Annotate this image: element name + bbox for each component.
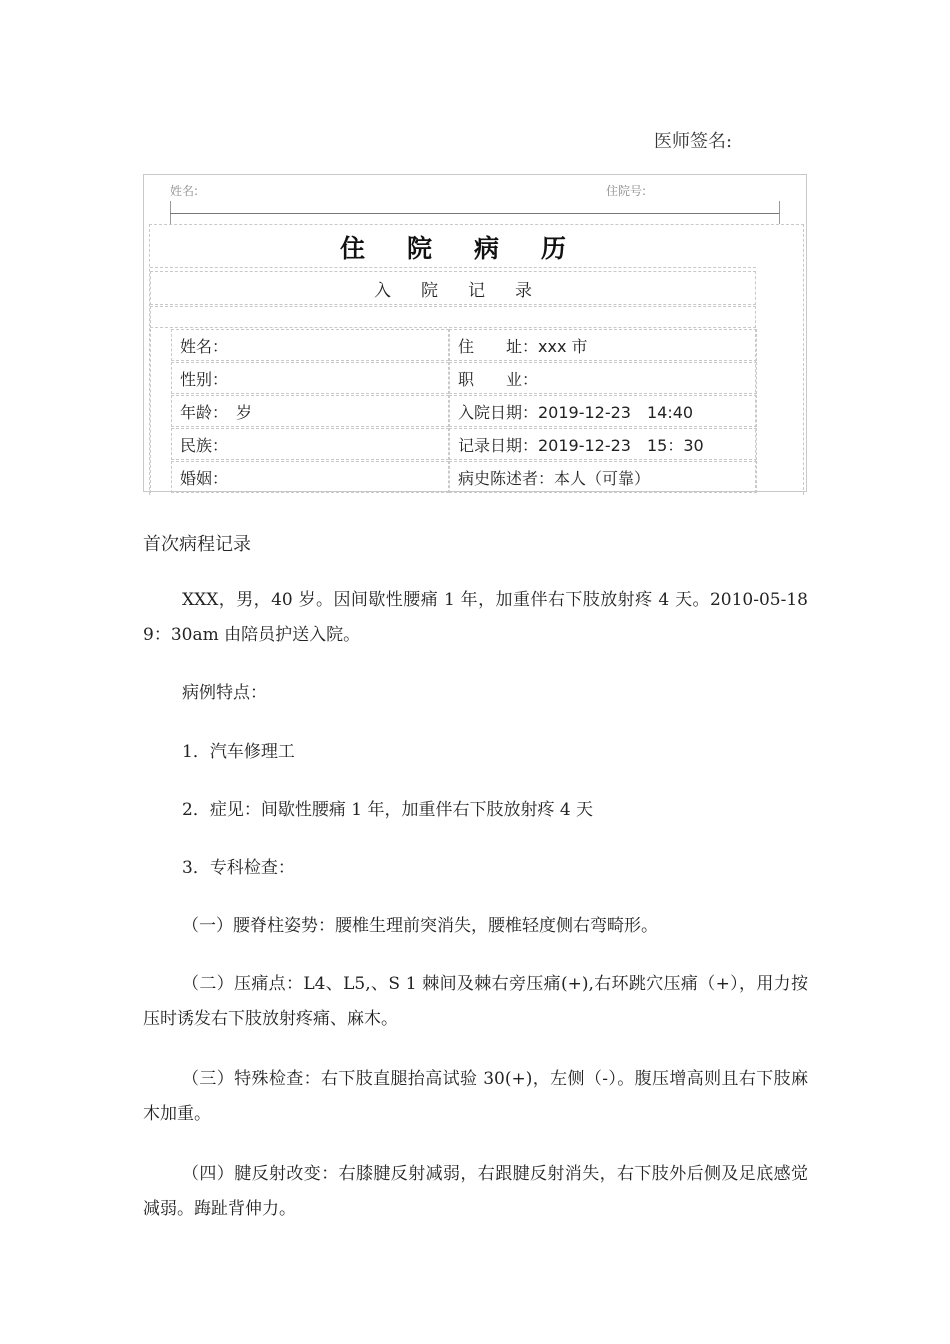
paragraph-exam-4: （四）腱反射改变：右膝腱反射减弱，右跟腱反射消失，右下肢外后侧及足底感觉减弱。踇趾背伸力。 [143,1164,808,1219]
field-age: 年龄： 岁 [171,395,449,427]
paragraph-case-features-heading: 病例特点： [182,683,267,703]
header-rule [170,213,780,214]
header-admission-number-label: 住院号: [606,184,647,198]
field-admission-date: 入院日期：2019-12-23 14:40 [449,395,757,427]
paragraph-exam-1: （一）腰脊柱姿势：腰椎生理前突消失，腰椎轻度侧右弯畸形。 [182,916,658,936]
form-spacer-row [150,306,756,328]
section-title: 首次病程记录 [143,534,251,555]
header-rule-right-tick [779,201,780,224]
admission-record-form [143,174,807,492]
patient-info-grid [150,329,756,493]
paragraph-item-3: 3．专科检查： [182,858,295,878]
field-history-informant: 病史陈述者：本人（可靠） [449,461,757,493]
field-name: 姓名： [171,329,449,361]
form-subtitle: 入院记录 [150,271,756,305]
paragraph-exam-3: （三）特殊检查：右下肢直腿抬高试验 30(+)，左侧（-）。腹压增高则且右下肢麻木加重。 [143,1069,808,1124]
field-occupation: 职 业： [449,362,757,394]
field-address: 住 址：xxx 市 [449,329,757,361]
paragraph-item-2: 2．症见：间歇性腰痛 1 年，加重伴右下肢放射疼 4 天 [182,800,594,820]
header-name-label: 姓名: [170,184,199,198]
paragraph-chief-complaint: XXX，男，40 岁。因间歇性腰痛 1 年，加重伴右下肢放射疼 4 天。2010-05-18 9：30am 由陪员护送入院。 [143,590,808,645]
paragraph-exam-2: （二）压痛点：L4、L5,、S 1 棘间及棘右旁压痛(+),右环跳穴压痛（+），用力按压时诱发右下肢放射疼痛、麻木。 [143,974,808,1029]
field-gender: 性别： [171,362,449,394]
field-record-date: 记录日期：2019-12-23 15：30 [449,428,757,460]
field-marital-status: 婚姻： [171,461,449,493]
form-title: 住院病历 [150,226,756,268]
doctor-signature-label: 医师签名: [654,131,733,152]
field-ethnicity: 民族： [171,428,449,460]
paragraph-item-1: 1．汽车修理工 [182,742,295,762]
